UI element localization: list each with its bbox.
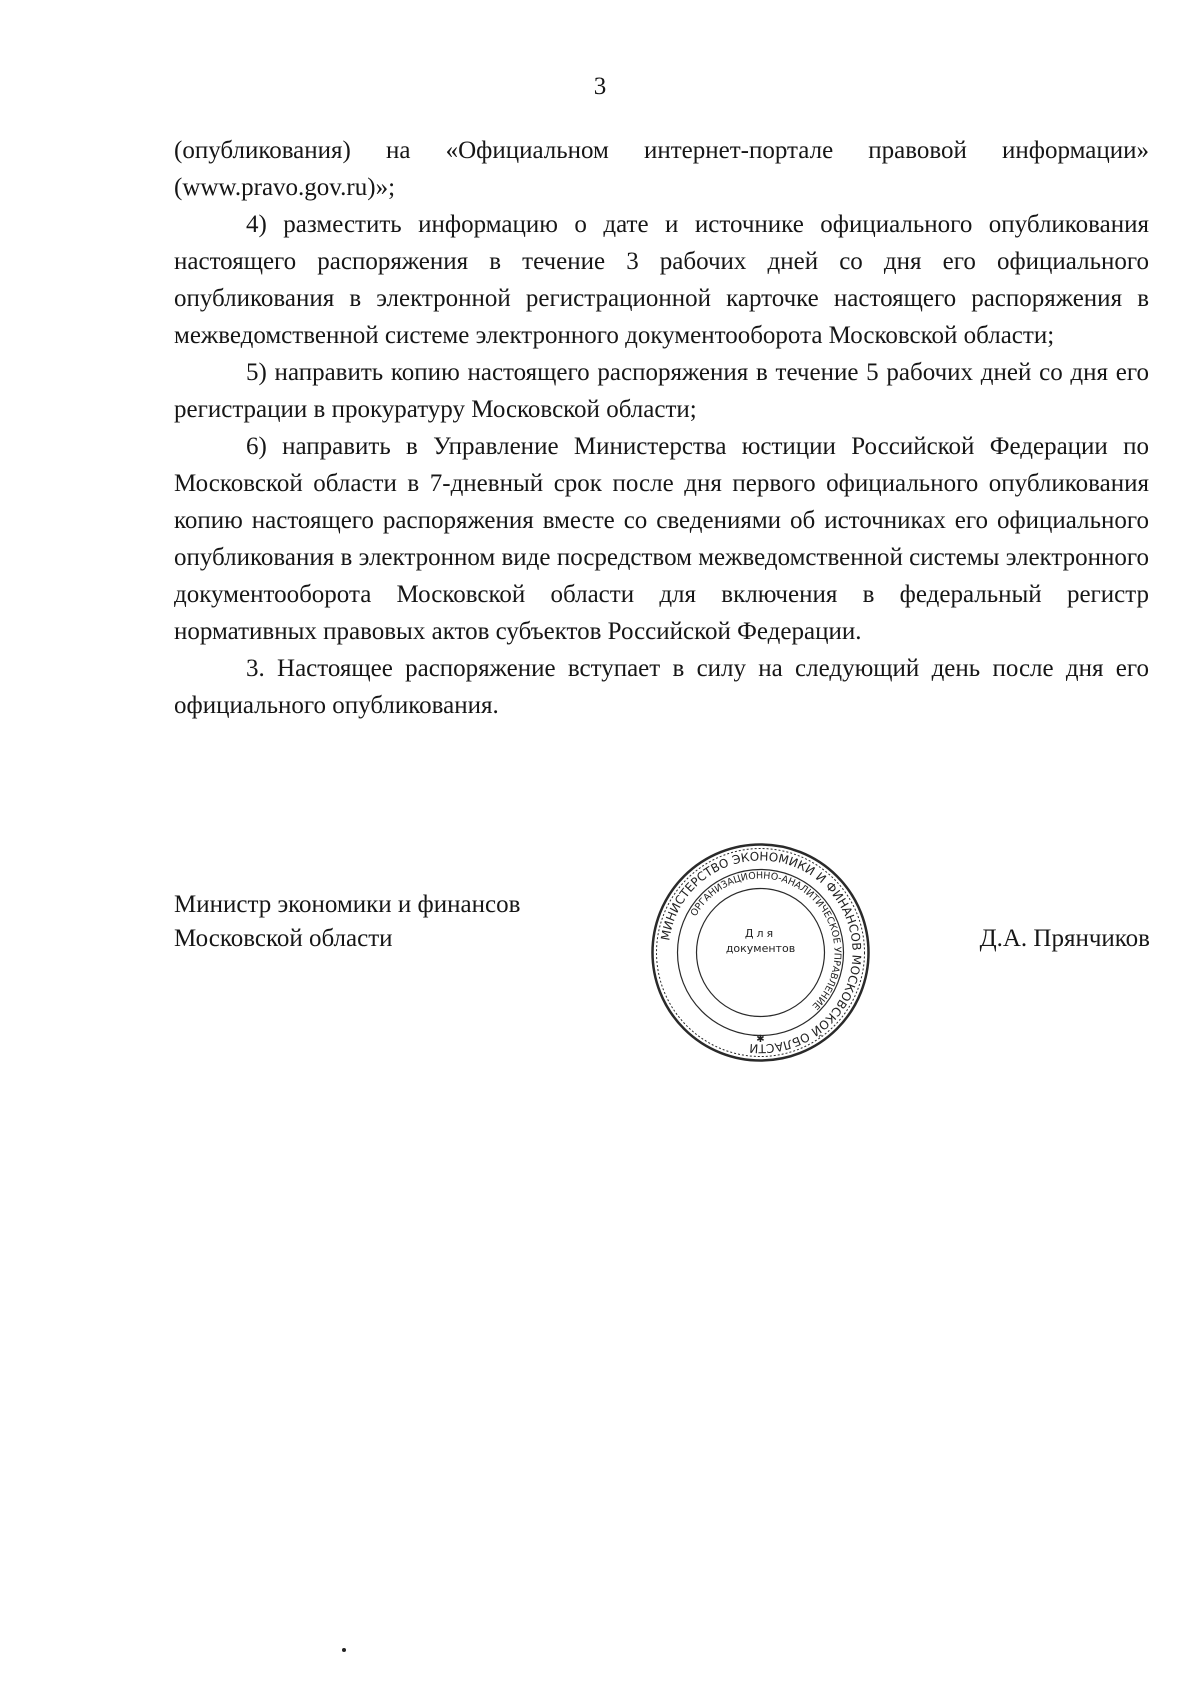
signatory-title-line-2: Московской области — [174, 925, 393, 952]
seal-inner-text: ОРГАНИЗАЦИОННО-АНАЛИТИЧЕСКОЕ УПРАВЛЕНИЕ — [688, 870, 843, 1012]
scan-speck — [342, 1648, 346, 1652]
paragraph-3: 5) направить копию настоящего распоряжения в течение 5 рабочих дней со дня его регистрации в прокуратуру Московской области; — [174, 359, 1149, 423]
document-body — [174, 132, 1149, 724]
official-seal — [648, 840, 873, 1065]
signatory-name: Д.А. Прянчиков — [979, 925, 1150, 952]
paragraph-1: (опубликования) на «Официальном интернет-портале правовой информации» (www.pravo.gov.ru)»; — [174, 137, 1149, 201]
seal-outer-text: МИНИСТЕРСТВО ЭКОНОМИКИ И ФИНАНСОВ МОСКОВСКОЙ ОБЛАСТИ — [658, 849, 864, 1056]
page-number: 3 — [593, 73, 607, 100]
paragraph-4: 6) направить в Управление Министерства юстиции Российской Федерации по Московской области в 7-дневный срок после дня первого официального опубликования копию настоящего распоряжения вместе со сведениями об источниках его официального опубликования в электронном виде посредством межведомственной системы электронного документооборота Московской области для включения в федеральный регистр нормативных правовых актов субъектов Российской Федерации. — [174, 433, 1149, 645]
signatory-title-line-1: Министр экономики и финансов — [174, 891, 521, 918]
paragraph-5: 3. Настоящее распоряжение вступает в силу на следующий день после дня его официального опубликования. — [174, 655, 1149, 719]
paragraph-2: 4) разместить информацию о дате и источнике официального опубликования настоящего распоряжения в течение 3 рабочих дней со дня его официального опубликования в электронной регистрационной карточке настоящего распоряжения в межведомственной системе электронного документооборота Московской области; — [174, 211, 1149, 349]
seal-center-line-2: документов — [725, 942, 796, 955]
seal-center-text — [648, 926, 873, 956]
seal-center-line-1: Для — [744, 927, 777, 940]
seal-star-icon: ✱ — [756, 1034, 765, 1045]
signatory-title — [174, 888, 520, 956]
